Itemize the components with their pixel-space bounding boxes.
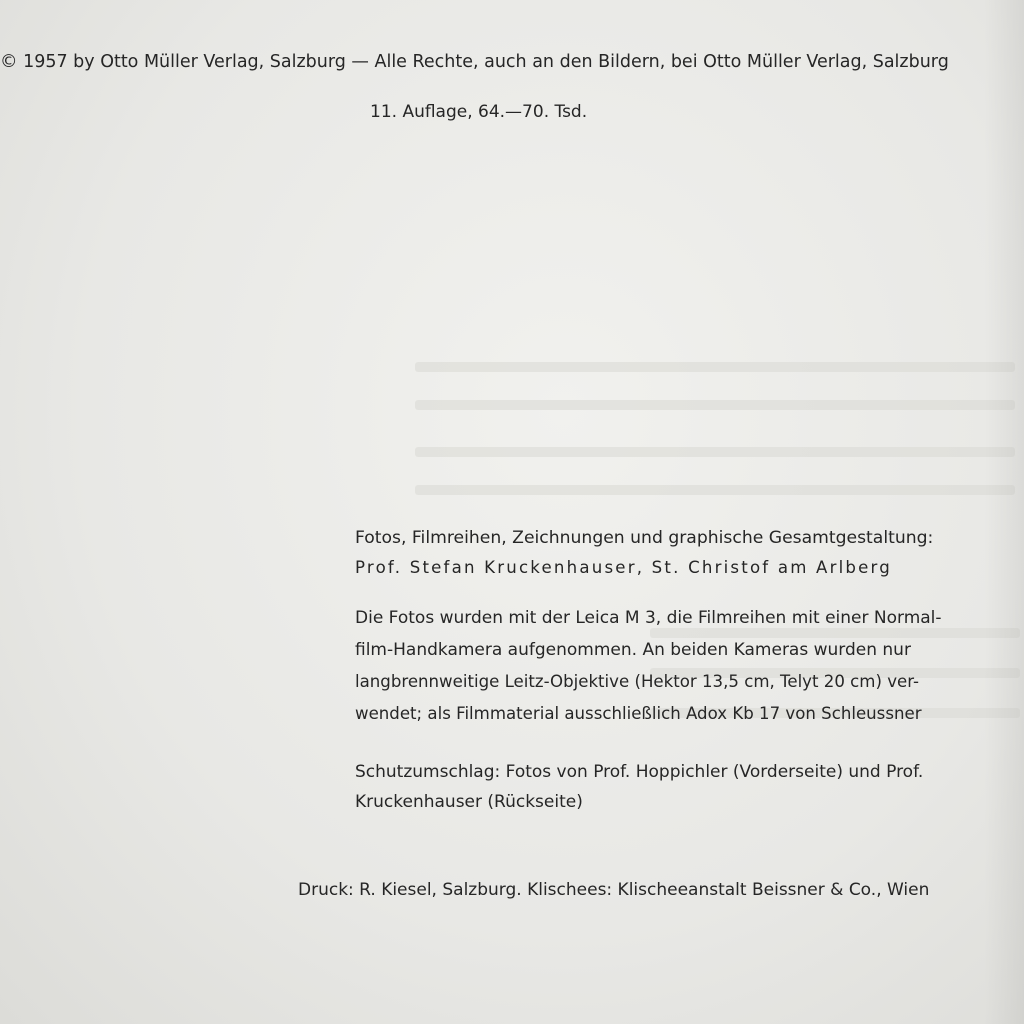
camera-text-line: film-Handkamera aufgenommen. An beiden Kameras wurden nur (355, 640, 911, 660)
printer-line: Druck: R. Kiesel, Salzburg. Klischees: Klischeeanstalt Beissner & Co., Wien (298, 880, 930, 900)
photos-credit-line: Fotos, Filmreihen, Zeichnungen und graphische Gesamtgestaltung: (355, 528, 934, 548)
cover-credit-line: Schutzumschlag: Fotos von Prof. Hoppichler (Vorderseite) und Prof. (355, 762, 924, 782)
edition-line: 11. Auflage, 64.—70. Tsd. (370, 102, 588, 122)
photographer-line: Prof. Stefan Kruckenhauser, St. Christof am Arlberg (355, 558, 893, 577)
camera-text-line: langbrennweitige Leitz-Objektive (Hektor 13,5 cm, Telyt 20 cm) ver- (355, 672, 919, 691)
camera-text-line: Die Fotos wurden mit der Leica M 3, die Filmreihen mit einer Normal- (355, 608, 942, 628)
camera-text-line: wendet; als Filmmaterial ausschließlich Adox Kb 17 von Schleussner (355, 704, 922, 723)
cover-credit-line: Kruckenhauser (Rückseite) (355, 792, 583, 812)
page-edge-shadow (984, 0, 1024, 1024)
copyright-line: © 1957 by Otto Müller Verlag, Salzburg — Alle Rechte, auch an den Bildern, bei Otto Müller Verlag, Salzburg (0, 52, 949, 72)
